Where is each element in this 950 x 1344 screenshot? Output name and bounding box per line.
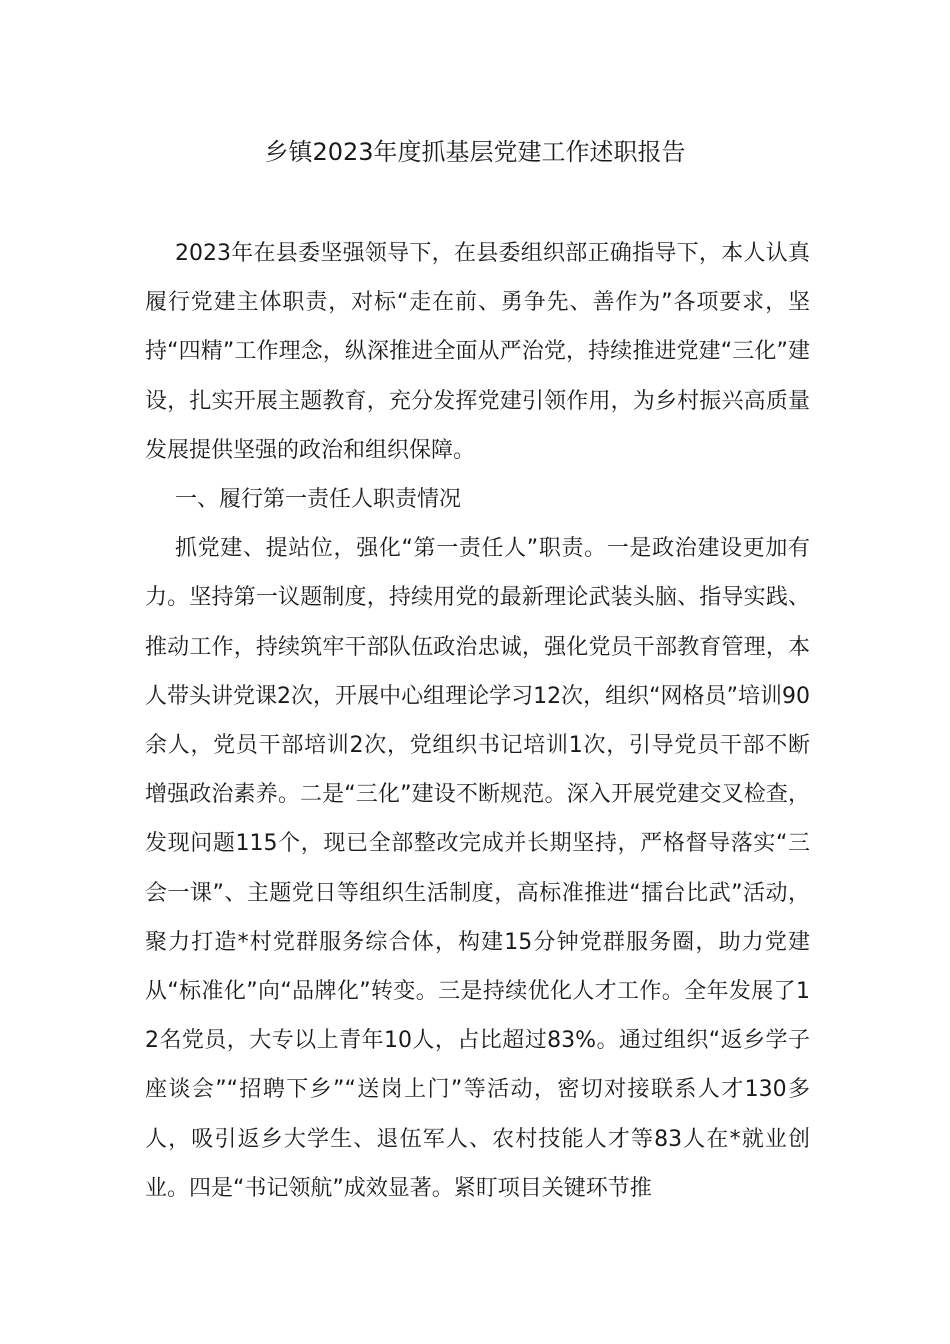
section-heading: 一、履行第一责任人职责情况 <box>175 487 462 513</box>
document-title: 乡镇2023年度抓基层党建工作述职报告 <box>264 138 686 166</box>
section-paragraph: 抓党建、提站位，强化“第一责任人”职责。一是政治建设更加有力。坚持第一议题制度，持续用党的最新理论武装头脑、指导实践、推动工作，持续筑牢干部队伍政治忠诚，强化党员干部教育管理，本人带头讲党课2次，开展中心组理论学习12次，组织“网格员”培训90余人，党员干部培训2次，党组织书记培训1次，引导党员干部不断增强政治素养。二是“三化”建设不断规范。深入开展党建交叉检查，发现问题115个，现已全部整改完成并长期坚持，严格督导落实“三会一课”、主题党日等组织生活制度，高标准推进“擂台比武”活动，聚力打造*村党群服务综合体，构建15分钟党群服务圈，助力党建从“标准化”向“品牌化”转变。三是持续优化人才工作。全年发展了12名党员，大专以上青年10人，占比超过83%。通过组织“返乡学子座谈会”“招聘下乡”“送岗上门”等活动，密切对接联系人才130多人，吸引返乡大学生、退伍军人、农村技能人才等83人在*就业创业。四是“书记领航”成效显著。紧盯项目关键环节推 <box>145 536 810 1201</box>
intro-paragraph: 2023年在县委坚强领导下，在县委组织部正确指导下，本人认真履行党建主体职责，对标“走在前、勇争先、善作为”各项要求，坚持“四精”工作理念，纵深推进全面从严治党，持续推进党建“三化”建设，扎实开展主题教育，充分发挥党建引领作用，为乡村振兴高质量发展提供坚强的政治和组织保障。 <box>145 241 810 463</box>
document-body <box>145 229 810 1213</box>
